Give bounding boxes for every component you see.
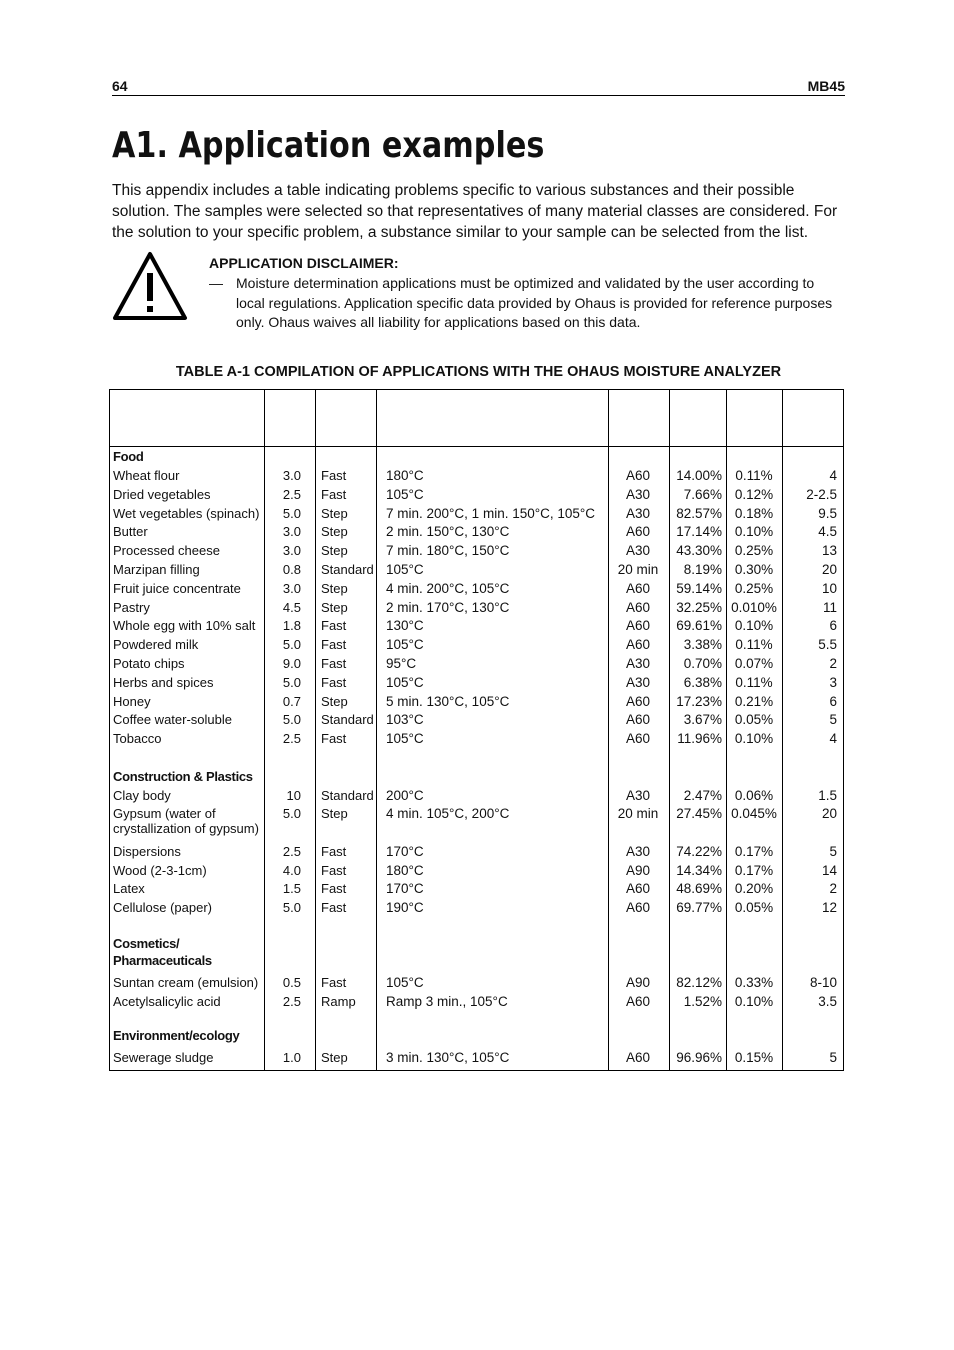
sample-weight: 5.0	[282, 806, 301, 821]
moisture-result: 96.96%	[676, 1050, 722, 1065]
sample-weight: 3.0	[282, 524, 301, 539]
drying-program: Fast	[321, 675, 347, 690]
drying-time: 3.5	[818, 994, 837, 1009]
switch-off: 20 min	[617, 806, 659, 821]
sample-weight: 5.0	[282, 675, 301, 690]
sample-weight: 2.5	[282, 731, 301, 746]
temperature: 105°C	[386, 975, 424, 990]
sample-name: Potato chips	[113, 656, 185, 671]
switch-off: A30	[625, 675, 651, 690]
temperature: 105°C	[386, 637, 424, 652]
switch-off: A60	[625, 1050, 651, 1065]
moisture-result: 14.00%	[676, 468, 722, 483]
drying-program: Step	[321, 694, 348, 709]
table-row	[110, 881, 843, 900]
moisture-result: 27.45%	[676, 806, 722, 821]
switch-off: A60	[625, 581, 651, 596]
moisture-result: 0.70%	[683, 656, 722, 671]
drying-time: 13	[821, 543, 837, 558]
table-row	[110, 900, 843, 919]
sample-name: Suntan cream (emulsion)	[113, 975, 259, 990]
drying-time: 4	[829, 468, 837, 483]
table-row	[110, 487, 843, 506]
temperature: 130°C	[386, 618, 424, 633]
category-label: Construction & Plastics	[113, 769, 253, 784]
drying-time: 5.5	[818, 637, 837, 652]
switch-off: A60	[625, 994, 651, 1009]
sample-weight: 1.5	[282, 881, 301, 896]
sample-name: Gypsum (water of	[113, 806, 216, 821]
drying-program: Step	[321, 524, 348, 539]
table-row	[110, 844, 843, 863]
repeatability: 0.10%	[734, 524, 774, 539]
page-number: 64	[112, 78, 128, 94]
temperature: 5 min. 130°C, 105°C	[386, 694, 510, 709]
sample-name: Processed cheese	[113, 543, 220, 558]
temperature: 170°C	[386, 844, 424, 859]
table-row	[110, 975, 843, 994]
category-row	[110, 936, 843, 968]
moisture-result: 43.30%	[676, 543, 722, 558]
temperature: Ramp 3 min., 105°C	[386, 994, 508, 1009]
table-row	[110, 1050, 843, 1069]
drying-time: 9.5	[818, 506, 837, 521]
sample-weight: 1.8	[282, 618, 301, 633]
drying-time: 4	[829, 731, 837, 746]
repeatability: 0.10%	[734, 618, 774, 633]
repeatability: 0.18%	[734, 506, 774, 521]
table-row	[110, 618, 843, 637]
sample-name: Herbs and spices	[113, 675, 214, 690]
category-row	[110, 1028, 843, 1047]
switch-off: A60	[625, 712, 651, 727]
temperature: 95°C	[386, 656, 417, 671]
sample-name: Pastry	[113, 600, 150, 615]
table-row	[110, 994, 843, 1013]
moisture-result: 1.52%	[683, 994, 722, 1009]
temperature: 180°C	[386, 468, 424, 483]
drying-program: Fast	[321, 844, 347, 859]
moisture-result: 6.38%	[683, 675, 722, 690]
table-row	[110, 788, 843, 807]
sample-name: Butter	[113, 524, 148, 539]
temperature: 105°C	[386, 562, 424, 577]
repeatability: 0.11%	[735, 675, 773, 690]
drying-time: 6	[829, 694, 837, 709]
sample-weight: 5.0	[282, 712, 301, 727]
drying-time: 20	[821, 562, 837, 577]
switch-off: A60	[625, 524, 651, 539]
drying-program: Fast	[321, 731, 347, 746]
table-row	[110, 468, 843, 487]
category-row	[110, 769, 843, 788]
moisture-result: 3.67%	[683, 712, 722, 727]
moisture-result: 82.57%	[676, 506, 722, 521]
table-row	[110, 712, 843, 731]
repeatability: 0.11%	[735, 468, 773, 483]
sample-weight: 2.5	[282, 994, 301, 1009]
sample-weight: 3.0	[282, 468, 301, 483]
sample-name: Coffee water-soluble	[113, 712, 232, 727]
sample-weight: 5.0	[282, 900, 301, 915]
category-row	[110, 449, 843, 468]
table-row	[110, 656, 843, 675]
temperature: 7 min. 180°C, 150°C	[386, 543, 510, 558]
temperature: 180°C	[386, 863, 424, 878]
sample-weight: 0.5	[282, 975, 301, 990]
temperature: 4 min. 200°C, 105°C	[386, 581, 510, 596]
moisture-result: 3.38%	[683, 637, 722, 652]
repeatability: 0.06%	[734, 788, 774, 803]
repeatability: 0.10%	[734, 994, 774, 1009]
moisture-result: 17.23%	[676, 694, 722, 709]
drying-program: Fast	[321, 656, 347, 671]
table-title: TABLE A-1 COMPILATION OF APPLICATIONS WITH THE OHAUS MOISTURE ANALYZER	[175, 364, 782, 380]
repeatability: 0.07%	[734, 656, 774, 671]
drying-time: 2-2.5	[806, 487, 837, 502]
drying-program: Fast	[321, 863, 347, 878]
drying-program: Fast	[321, 881, 347, 896]
disclaimer-bullet: —	[209, 275, 223, 291]
switch-off: A60	[625, 600, 651, 615]
drying-time: 5	[829, 1050, 837, 1065]
sample-weight: 0.8	[282, 562, 301, 577]
table-row	[110, 675, 843, 694]
switch-off: A60	[625, 637, 651, 652]
table-row	[110, 524, 843, 543]
temperature: 105°C	[386, 731, 424, 746]
repeatability: 0.17%	[734, 844, 774, 859]
switch-off: A30	[625, 543, 651, 558]
moisture-result: 69.77%	[676, 900, 722, 915]
moisture-result: 2.47%	[683, 788, 722, 803]
warning-triangle-icon	[112, 251, 188, 321]
switch-off: A60	[625, 900, 651, 915]
intro-paragraph: This appendix includes a table indicating problems specific to various substances and their possible solution. The samples were selected so that representatives of many material classes are considered. For the solution to your specific problem, a substance similar to your sample can be selected from the list.	[112, 182, 838, 241]
sample-name: Fruit juice concentrate	[113, 581, 241, 596]
moisture-result: 11.96%	[677, 731, 722, 746]
repeatability: 0.10%	[734, 731, 774, 746]
temperature: 190°C	[386, 900, 424, 915]
drying-time: 2	[829, 656, 837, 671]
drying-time: 4.5	[818, 524, 837, 539]
sample-weight: 5.0	[282, 506, 301, 521]
sample-name: Clay body	[113, 788, 171, 803]
temperature: 2 min. 170°C, 130°C	[386, 600, 510, 615]
moisture-result: 82.12%	[676, 975, 722, 990]
moisture-result: 69.61%	[676, 618, 722, 633]
drying-time: 12	[821, 900, 837, 915]
drying-program: Fast	[321, 975, 347, 990]
temperature: 103°C	[386, 712, 424, 727]
sample-name: Dried vegetables	[113, 487, 211, 502]
repeatability: 0.15%	[734, 1050, 774, 1065]
temperature: 4 min. 105°C, 200°C	[386, 806, 510, 821]
drying-program: Step	[321, 1050, 348, 1065]
drying-time: 20	[821, 806, 837, 821]
sample-weight: 2.5	[282, 487, 301, 502]
table-row	[110, 600, 843, 619]
sample-name: Whole egg with 10% salt	[113, 618, 256, 633]
drying-program: Fast	[321, 637, 347, 652]
repeatability: 0.33%	[734, 975, 774, 990]
moisture-result: 14.34%	[676, 863, 722, 878]
sample-name: Cellulose (paper)	[113, 900, 212, 915]
sample-weight: 3.0	[282, 543, 301, 558]
temperature: 170°C	[386, 881, 424, 896]
sample-weight: 9.0	[282, 656, 301, 671]
model-name: MB45	[807, 78, 845, 94]
repeatability: 0.11%	[735, 637, 773, 652]
sample-name: Honey	[113, 694, 151, 709]
table-row	[110, 694, 843, 713]
switch-off: A30	[625, 788, 651, 803]
drying-program: Fast	[321, 468, 347, 483]
repeatability: 0.20%	[734, 881, 774, 896]
category-label: Cosmetics/	[113, 936, 180, 951]
temperature: 105°C	[386, 487, 424, 502]
repeatability: 0.05%	[734, 712, 774, 727]
drying-program: Step	[321, 600, 348, 615]
drying-program: Standard	[321, 562, 374, 577]
category-label: Pharmaceuticals	[113, 953, 212, 968]
sample-name: Tobacco	[113, 731, 162, 746]
switch-off: A30	[625, 487, 651, 502]
sample-name: Latex	[113, 881, 145, 896]
temperature: 105°C	[386, 675, 424, 690]
sample-weight: 1.0	[282, 1050, 301, 1065]
temperature: 200°C	[386, 788, 424, 803]
drying-time: 3	[829, 675, 837, 690]
drying-program: Fast	[321, 487, 347, 502]
sample-weight: 2.5	[282, 844, 301, 859]
drying-time: 6	[829, 618, 837, 633]
switch-off: A90	[625, 975, 651, 990]
switch-off: A30	[625, 656, 651, 671]
repeatability: 0.21%	[734, 694, 774, 709]
sample-weight: 3.0	[282, 581, 301, 596]
table-row	[110, 823, 843, 842]
sample-name: crystallization of gypsum)	[113, 821, 259, 836]
moisture-result: 59.14%	[676, 581, 722, 596]
page-title: A1. Application examples	[112, 125, 545, 166]
repeatability: 0.25%	[734, 543, 774, 558]
drying-program: Step	[321, 543, 348, 558]
sample-name: Wheat flour	[113, 468, 180, 483]
sample-name: Wet vegetables (spinach)	[113, 506, 260, 521]
moisture-result: 17.14%	[676, 524, 722, 539]
category-label: Food	[113, 449, 144, 464]
repeatability: 0.05%	[734, 900, 774, 915]
category-label: Environment/ecology	[113, 1028, 240, 1043]
table-row	[110, 637, 843, 656]
drying-program: Fast	[321, 618, 347, 633]
drying-time: 10	[821, 581, 837, 596]
sample-weight: 10	[286, 788, 301, 803]
sample-weight: 0.7	[282, 694, 301, 709]
drying-program: Step	[321, 806, 348, 821]
disclaimer-title: APPLICATION DISCLAIMER:	[209, 255, 399, 271]
table-row	[110, 863, 843, 882]
drying-time: 5	[829, 712, 837, 727]
temperature: 2 min. 150°C, 130°C	[386, 524, 510, 539]
table-row	[110, 506, 843, 525]
repeatability: 0.17%	[734, 863, 774, 878]
switch-off: A60	[625, 618, 651, 633]
sample-name: Powdered milk	[113, 637, 199, 652]
drying-time: 1.5	[818, 788, 837, 803]
sample-weight: 4.0	[282, 863, 301, 878]
repeatability: 0.045%	[731, 806, 777, 821]
temperature: 7 min. 200°C, 1 min. 150°C, 105°C	[386, 506, 596, 521]
switch-off: 20 min	[617, 562, 659, 577]
repeatability: 0.25%	[734, 581, 774, 596]
moisture-result: 32.25%	[676, 600, 722, 615]
sample-weight: 5.0	[282, 637, 301, 652]
sample-weight: 4.5	[282, 600, 301, 615]
moisture-result: 48.69%	[676, 881, 722, 896]
drying-program: Standard	[321, 712, 374, 727]
drying-program: Step	[321, 506, 348, 521]
switch-off: A60	[625, 731, 651, 746]
sample-name: Wood (2-3-1cm)	[113, 863, 207, 878]
sample-name: Sewerage sludge	[113, 1050, 214, 1065]
switch-off: A30	[625, 506, 651, 521]
disclaimer-text: Moisture determination applications must be optimized and validated by the user according to local regulations. Application specific data provided by Ohaus is provided for reference purposes only. Ohaus waives all liability for applications based on this data.	[236, 275, 833, 330]
drying-program: Ramp	[321, 994, 356, 1009]
repeatability: 0.12%	[734, 487, 774, 502]
sample-name: Marzipan filling	[113, 562, 200, 577]
drying-time: 2	[829, 881, 837, 896]
moisture-result: 8.19%	[683, 562, 722, 577]
table-row	[110, 731, 843, 750]
drying-time: 14	[821, 863, 837, 878]
repeatability: 0.010%	[731, 600, 777, 615]
drying-program: Standard	[321, 788, 374, 803]
drying-program: Step	[321, 581, 348, 596]
switch-off: A30	[625, 844, 651, 859]
applications-table	[109, 389, 844, 1071]
drying-program: Fast	[321, 900, 347, 915]
table-row	[110, 543, 843, 562]
switch-off: A60	[625, 468, 651, 483]
switch-off: A90	[625, 863, 651, 878]
table-row	[110, 581, 843, 600]
drying-time: 11	[822, 600, 837, 615]
drying-time: 8-10	[809, 975, 837, 990]
switch-off: A60	[625, 881, 651, 896]
sample-name: Acetylsalicylic acid	[113, 994, 221, 1009]
page-header	[112, 77, 845, 96]
switch-off: A60	[625, 694, 651, 709]
repeatability: 0.30%	[734, 562, 774, 577]
header-divider	[110, 446, 843, 447]
moisture-result: 74.22%	[676, 844, 722, 859]
moisture-result: 7.66%	[683, 487, 722, 502]
drying-time: 5	[829, 844, 837, 859]
table-row	[110, 562, 843, 581]
sample-name: Dispersions	[113, 844, 181, 859]
temperature: 3 min. 130°C, 105°C	[386, 1050, 510, 1065]
